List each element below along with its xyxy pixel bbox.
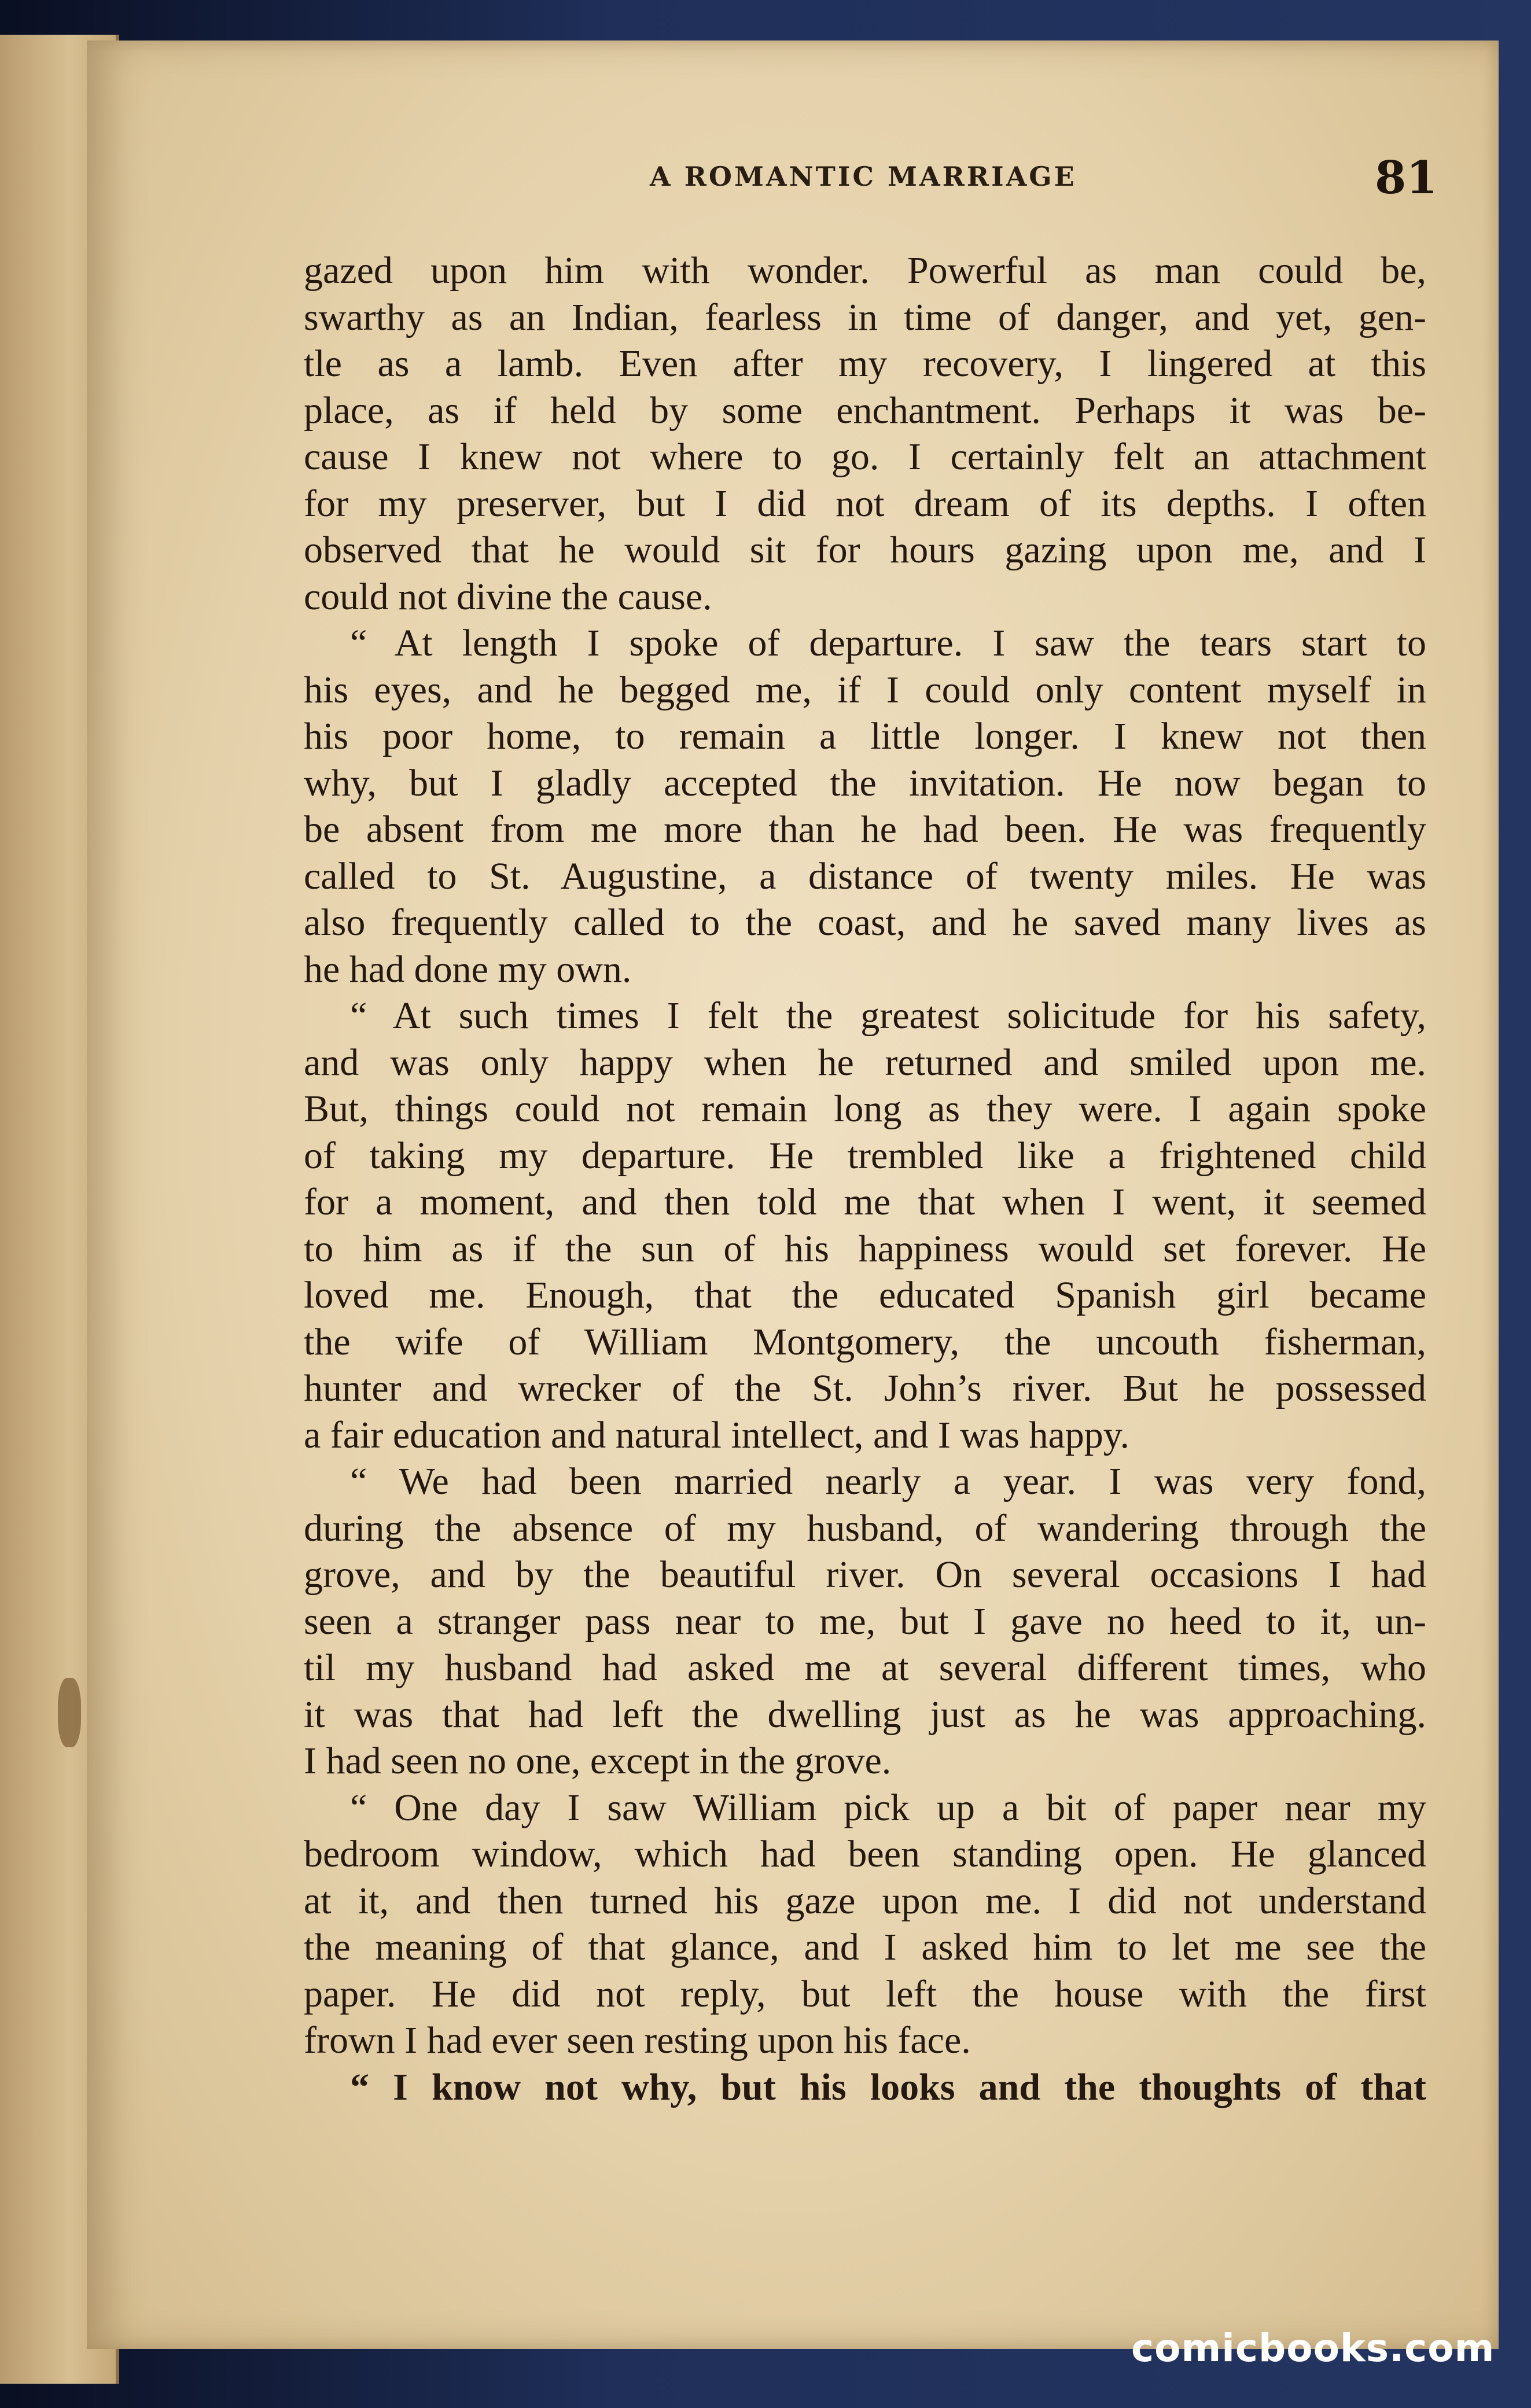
text-line: I had seen no one, except in the grove. — [304, 1740, 892, 1782]
text-line: for a moment, and then told me that when I went, it seemed — [304, 1181, 1426, 1223]
text-line: a fair education and natural intellect, and I was happy. — [304, 1413, 1129, 1456]
text-line: at it, and then turned his gaze upon me. I did not understand — [304, 1879, 1426, 1922]
text-line: to him as if the sun of his happiness would set forever. He — [304, 1227, 1426, 1270]
text-line: the meaning of that glance, and I asked him to let me see the — [304, 1926, 1426, 1968]
text-line: could not divine the cause. — [304, 575, 712, 618]
text-line: “ One day I saw William pick up a bit of paper near my — [350, 1786, 1426, 1829]
text-line: frown I had ever seen resting upon his face. — [304, 2019, 971, 2061]
text-line: “ At such times I felt the greatest solicitude for his safety, — [350, 995, 1426, 1037]
text-line: of taking my departure. He trembled like a frightened child — [304, 1134, 1426, 1177]
text-line: during the absence of my husband, of wandering through the — [304, 1507, 1426, 1549]
running-head: A ROMANTIC MARRIAGE — [650, 161, 1077, 192]
text-line: also frequently called to the coast, and he saved many lives as — [304, 901, 1426, 944]
text-line: observed that he would sit for hours gazing upon me, and I — [304, 529, 1426, 571]
text-line: cause I knew not where to go. I certainly felt an attachment — [304, 436, 1426, 478]
site-watermark: comicbooks.com — [1131, 2326, 1495, 2370]
text-line: the wife of William Montgomery, the uncouth fisherman, — [304, 1320, 1426, 1363]
text-line: grove, and by the beautiful river. On several occasions I had — [304, 1553, 1426, 1596]
text-line: hunter and wrecker of the St. John’s river. But he possessed — [304, 1367, 1426, 1409]
text-line: “ We had been married nearly a year. I was very fond, — [350, 1460, 1426, 1503]
text-line: swarthy as an Indian, fearless in time of danger, and yet, gen- — [304, 296, 1426, 338]
text-line: loved me. Enough, that the educated Spanish girl became — [304, 1274, 1426, 1316]
text-line: paper. He did not reply, but left the house with the first — [304, 1972, 1426, 2015]
text-line: his poor home, to remain a little longer. I knew not then — [304, 715, 1426, 757]
text-line: for my preserver, but I did not dream of its depths. I often — [304, 482, 1426, 525]
text-line: til my husband had asked me at several different times, who — [304, 1647, 1426, 1689]
text-line: be absent from me more than he had been. He was frequently — [304, 808, 1426, 850]
text-line: and was only happy when he returned and smiled upon me. — [304, 1041, 1426, 1084]
text-line: seen a stranger pass near to me, but I gave no heed to it, un- — [304, 1600, 1426, 1643]
body-text — [304, 248, 1426, 2111]
text-line: it was that had left the dwelling just as he was approaching. — [304, 1693, 1426, 1736]
page-number: 81 — [1375, 152, 1438, 204]
text-line: called to St. Augustine, a distance of twenty miles. He was — [304, 855, 1426, 897]
text-line: “ I know not why, but his looks and the thoughts of that — [350, 2065, 1426, 2108]
paper-damage-spot — [58, 1678, 81, 1747]
text-line: gazed upon him with wonder. Powerful as man could be, — [304, 249, 1426, 292]
text-line: tle as a lamb. Even after my recovery, I lingered at this — [304, 343, 1426, 385]
text-line: why, but I gladly accepted the invitation. He now began to — [304, 761, 1426, 804]
text-line: his eyes, and he begged me, if I could only content myself in — [304, 668, 1426, 711]
text-line: bedroom window, which had been standing open. He glanced — [304, 1833, 1426, 1875]
text-line: place, as if held by some enchantment. Perhaps it was be- — [304, 389, 1426, 432]
text-line: But, things could not remain long as they were. I again spoke — [304, 1088, 1426, 1130]
text-line: he had done my own. — [304, 948, 632, 991]
text-line: “ At length I spoke of departure. I saw the tears start to — [350, 622, 1426, 664]
